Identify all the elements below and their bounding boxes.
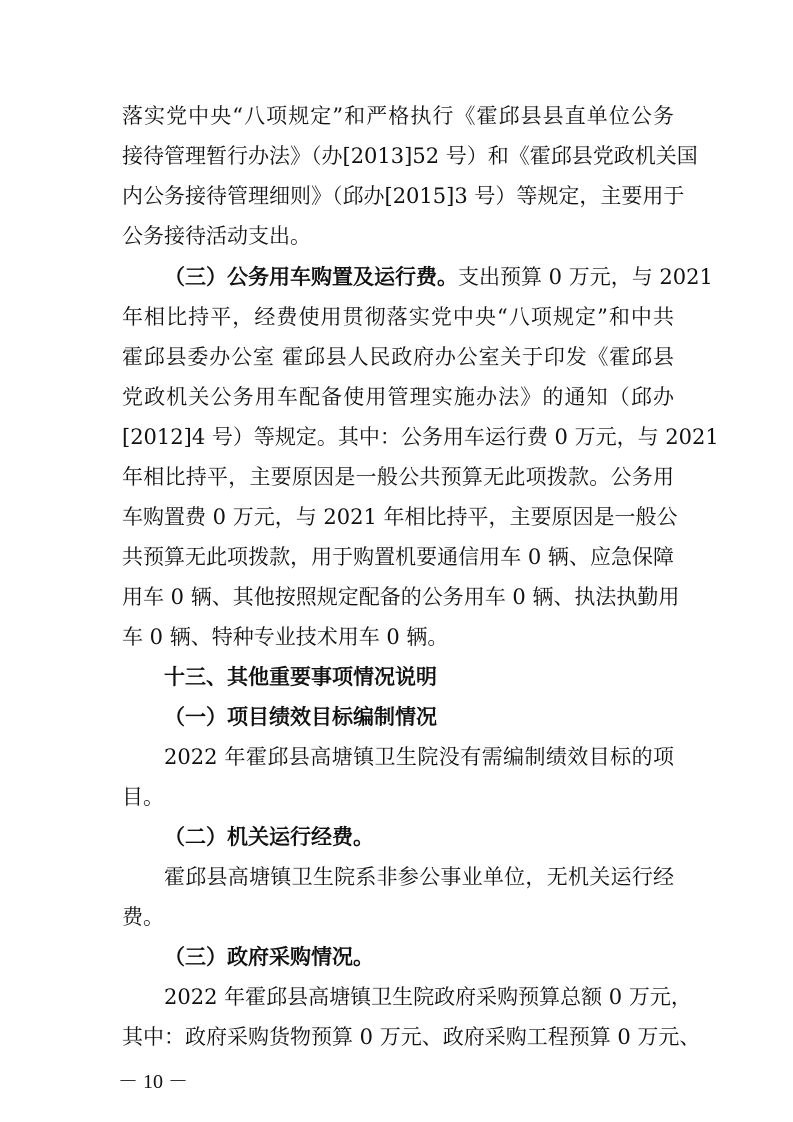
paragraph-line: 车购置费 0 万元，与 2021 年相比持平，主要原因是一般公 [122,505,678,529]
subsection-heading: （三）政府采购情况。 [164,945,374,969]
paragraph-line: 共预算无此项拨款，用于购置机要通信用车 0 辆、应急保障 [122,545,674,569]
paragraph-line: 车 0 辆、特种专业技术用车 0 辆。 [122,625,449,649]
paragraph-line: 其中：政府采购货物预算 0 万元、政府采购工程预算 0 万元、 [122,1025,701,1049]
paragraph-line: 年相比持平，经费使用贯彻落实党中央“八项规定”和中共 [122,305,674,329]
paragraph-line: 落实党中央“八项规定”和严格执行《霍邱县县直单位公务 [122,104,674,128]
page-number: － 10 － [118,1071,188,1093]
paragraph-line [164,262,713,292]
paragraph-line: 接待管理暂行办法》（办[2013]52 号）和《霍邱县党政机关国 [122,144,698,168]
paragraph-line: 年相比持平，主要原因是一般公共预算无此项拨款。公务用 [122,465,674,489]
paragraph-line: 公务接待活动支出。 [122,224,311,248]
subsection-heading: （一）项目绩效目标编制情况 [164,705,437,729]
paragraph-text: 支出预算 0 万元，与 2021 [458,265,713,289]
subsection-heading: （二）机关运行经费。 [164,825,374,849]
paragraph-line: [2012]4 号）等规定。其中：公务用车运行费 0 万元，与 2021 [122,425,719,449]
paragraph-line: 内公务接待管理细则》（邱办[2015]3 号）等规定，主要用于 [122,184,685,208]
paragraph-line: 目。 [122,785,164,809]
paragraph-line: 霍邱县高塘镇卫生院系非参公事业单位，无机关运行经 [164,865,674,889]
paragraph-line: 费。 [122,905,164,929]
paragraph-line: 党政机关公务用车配备使用管理实施办法》的通知（邱办 [122,385,674,409]
subsection-heading: （三）公务用车购置及运行费。 [164,265,458,289]
paragraph-line: 2022 年霍邱县高塘镇卫生院没有需编制绩效目标的项 [164,745,674,769]
paragraph-line: 2022 年霍邱县高塘镇卫生院政府采购预算总额 0 万元， [164,985,692,1009]
section-heading: 十三、其他重要事项情况说明 [164,665,437,689]
paragraph-line: 霍邱县委办公室 霍邱县人民政府办公室关于印发《霍邱县 [122,345,674,369]
paragraph-line: 用车 0 辆、其他按照规定配备的公务用车 0 辆、执法执勤用 [122,585,680,609]
